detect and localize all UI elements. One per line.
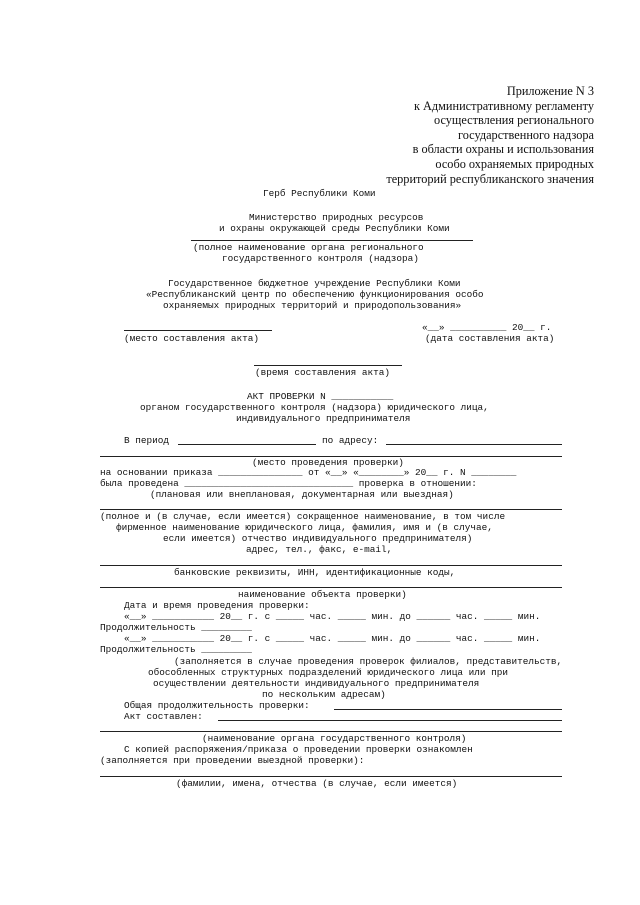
authority-name-caption: (наименование органа государственного контроля) <box>202 733 467 744</box>
names-caption: (фамилии, имена, отчества (в случае, если имеется) <box>176 778 458 789</box>
order-line: на основании приказа _______________ от «__» «________» 20__ г. N ________ <box>100 467 517 478</box>
entity-line <box>100 509 562 510</box>
institution-line: «Республиканский центр по обеспечению функционирования особо <box>146 289 484 300</box>
appendix-line: Приложение N 3 <box>506 84 594 98</box>
time-caption: (время составления акта) <box>255 367 391 378</box>
period-field <box>178 444 316 445</box>
act-subtitle: индивидуального предпринимателя <box>236 413 411 424</box>
duration-label: Продолжительность _________ <box>100 644 252 655</box>
object-caption: наименование объекта проверки) <box>238 589 407 600</box>
authority-name-line <box>100 731 562 732</box>
coat-of-arms: Герб Республики Коми <box>263 188 376 199</box>
object-line <box>100 587 562 588</box>
branches-caption: осуществлении деятельности индивидуального предпринимателя <box>153 678 480 689</box>
appendix-line: территорий республиканского значения <box>386 171 594 186</box>
entity-caption: адрес, тел., факс, e-mail, <box>246 544 393 555</box>
address-field <box>386 444 562 445</box>
datetime-label: Дата и время проведения проверки: <box>124 600 310 611</box>
appendix-line: к Административному регламенту <box>413 98 594 113</box>
appendix-line: государственного надзора <box>457 127 594 142</box>
act-title: АКТ ПРОВЕРКИ N ___________ <box>247 391 394 402</box>
place-caption: (место составления акта) <box>124 333 260 344</box>
total-duration-label: Общая продолжительность проверки: <box>124 700 310 711</box>
address-label: по адресу: <box>322 435 379 446</box>
appendix-line: в области охраны и использования <box>412 142 594 157</box>
act-drawn-label: Акт составлен: <box>124 711 203 722</box>
datetime-row: «__» ___________ 20__ г. с _____ час. _____ мин. до ______ час. _____ мин. <box>124 633 541 644</box>
authority-caption: (полное наименование органа регионального <box>193 242 424 253</box>
authority-caption: государственного контроля (надзора) <box>222 253 419 264</box>
time-underline <box>254 365 402 366</box>
branches-caption: (заполняется в случае проведения проверок филиалов, представительств, <box>174 656 563 667</box>
act-drawn-field <box>218 720 562 721</box>
entity-caption: если имеется) отчество индивидуального предпринимателя) <box>163 533 473 544</box>
conducted-line: была проведена ______________________________ проверка в отношении: <box>100 478 477 489</box>
branches-caption: по нескольким адресам) <box>262 689 386 700</box>
entity-caption: (полное и (в случае, если имеется) сокращенное наименование, в том числе <box>100 511 506 522</box>
appendix-line: осуществления регионального <box>434 113 594 128</box>
bank-caption: банковские реквизиты, ИНН, идентификационные коды, <box>174 567 456 578</box>
place-underline <box>124 330 272 331</box>
institution-line: охраняемых природных территорий и природопользования» <box>163 300 462 311</box>
entity-caption: фирменное наименование юридического лица, фамилия, имя и (в случае, <box>116 522 493 533</box>
date-template: «__» __________ 20__ г. <box>422 322 552 333</box>
inspection-type-caption: (плановая или внеплановая, документарная или выездная) <box>150 489 454 500</box>
date-caption: (дата составления акта) <box>425 333 555 344</box>
total-duration-field <box>334 709 562 710</box>
ministry-line: и охраны окружающей среды Республики Коми <box>219 223 450 234</box>
inspection-place-caption: (место проведения проверки) <box>252 457 404 468</box>
period-label: В период <box>124 435 170 446</box>
duration-label: Продолжительность _________ <box>100 622 252 633</box>
names-line <box>100 776 562 777</box>
familiarized-line: (заполняется при проведении выездной проверки): <box>100 755 365 766</box>
datetime-row: «__» ___________ 20__ г. с _____ час. _____ мин. до ______ час. _____ мин. <box>124 611 541 622</box>
bank-line <box>100 565 562 566</box>
appendix-line: особо охраняемых природных <box>435 156 594 171</box>
familiarized-line: С копией распоряжения/приказа о проведении проверки ознакомлен <box>124 744 473 755</box>
branches-caption: обособленных структурных подразделений юридического лица или при <box>148 667 509 678</box>
institution-line: Государственное бюджетное учреждение Республики Коми <box>168 278 461 289</box>
appendix-header <box>386 84 594 186</box>
ministry-line: Министерство природных ресурсов <box>249 212 424 223</box>
authority-underline <box>191 240 473 241</box>
act-subtitle: органом государственного контроля (надзора) юридического лица, <box>140 402 489 413</box>
